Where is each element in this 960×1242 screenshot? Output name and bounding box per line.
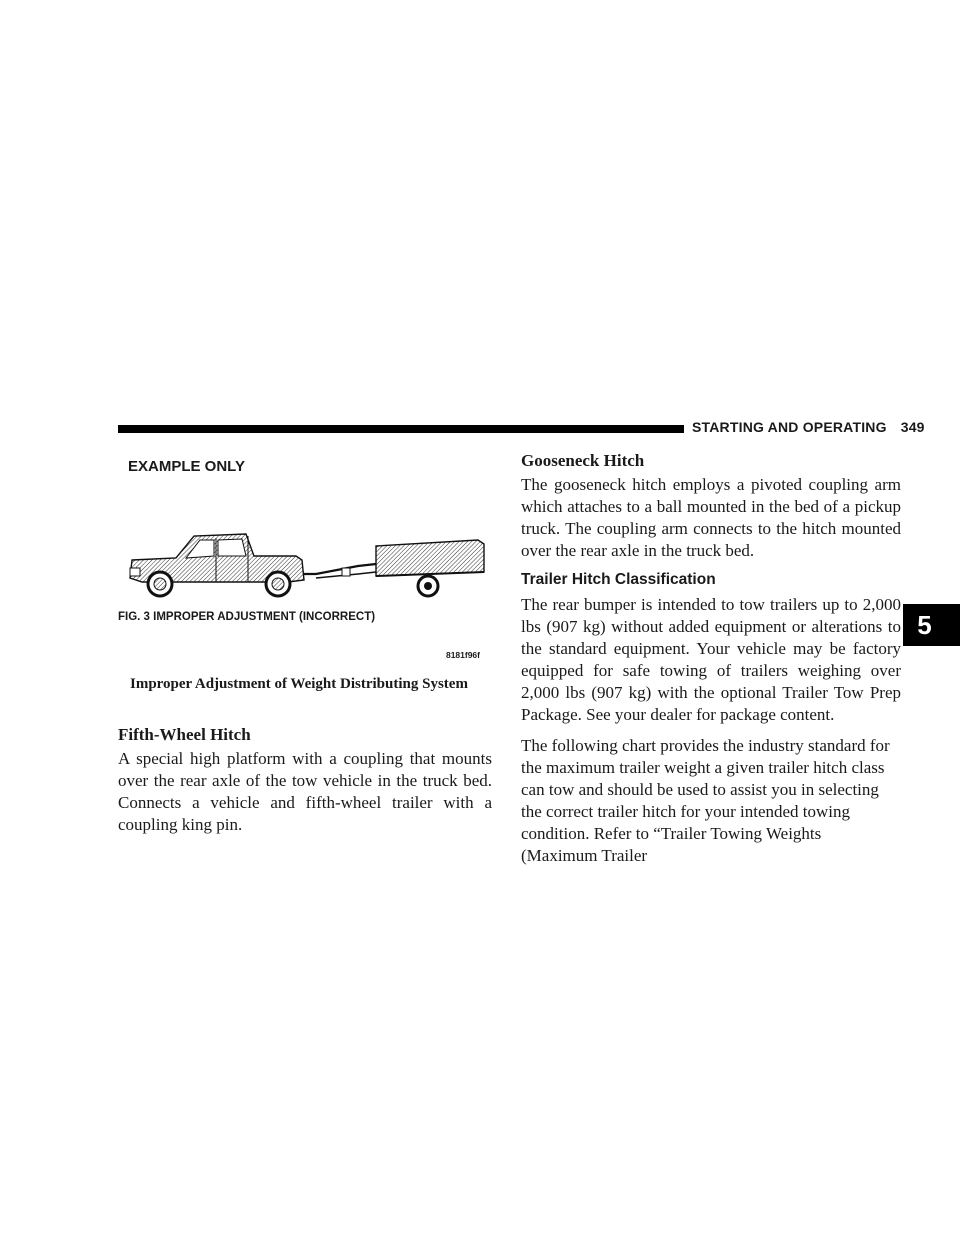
right-column [521,450,901,867]
figure-caption: FIG. 3 IMPROPER ADJUSTMENT (INCORRECT) [118,611,376,623]
figure-code: 8181f96f [445,650,480,660]
figure-example-label: EXAMPLE ONLY [128,458,245,475]
classification-para-2: The following chart provides the industry standard for the maximum trailer weight a given trailer hitch class can tow and should be used to assist you in selecting the correct trailer hitch for your intended towing condition. Refer to “Trailer Towing Weights (Maximum Trailer [521,736,890,865]
header-rule [118,425,684,433]
figure [118,450,490,668]
left-column [118,724,492,836]
gooseneck-body: The gooseneck hitch employs a pivoted coupling arm which attaches to a ball mounted in the bed of a pickup truck. The coupling arm connects to the hitch mounted over the rear axle in the truck bed. [521,475,901,560]
running-header [692,419,925,435]
truck-trailer-illustration [118,530,490,608]
chapter-tab: 5 [903,604,960,646]
figure-title: Improper Adjustment of Weight Distributing System [130,676,468,692]
fifth-wheel-body: A special high platform with a coupling that mounts over the rear axle of the tow vehicle in the truck bed. Connects a vehicle and fifth-wheel trailer with a coupling king pin. [118,749,492,834]
fifth-wheel-heading: Fifth-Wheel Hitch [118,725,251,744]
page-number: 349 [900,419,925,435]
section-title: STARTING AND OPERATING [692,419,887,435]
classification-heading: Trailer Hitch Classification [521,571,716,588]
classification-para-1: The rear bumper is intended to tow trailers up to 2,000 lbs (907 kg) without added equipment or alterations to the standard equipment. Your vehicle may be factory equipped for safe towing of trailers weighing over 2,000 lbs (907 kg) with the optional Trailer Tow Prep Package. See your dealer for package content. [521,595,901,724]
gooseneck-heading: Gooseneck Hitch [521,451,645,470]
